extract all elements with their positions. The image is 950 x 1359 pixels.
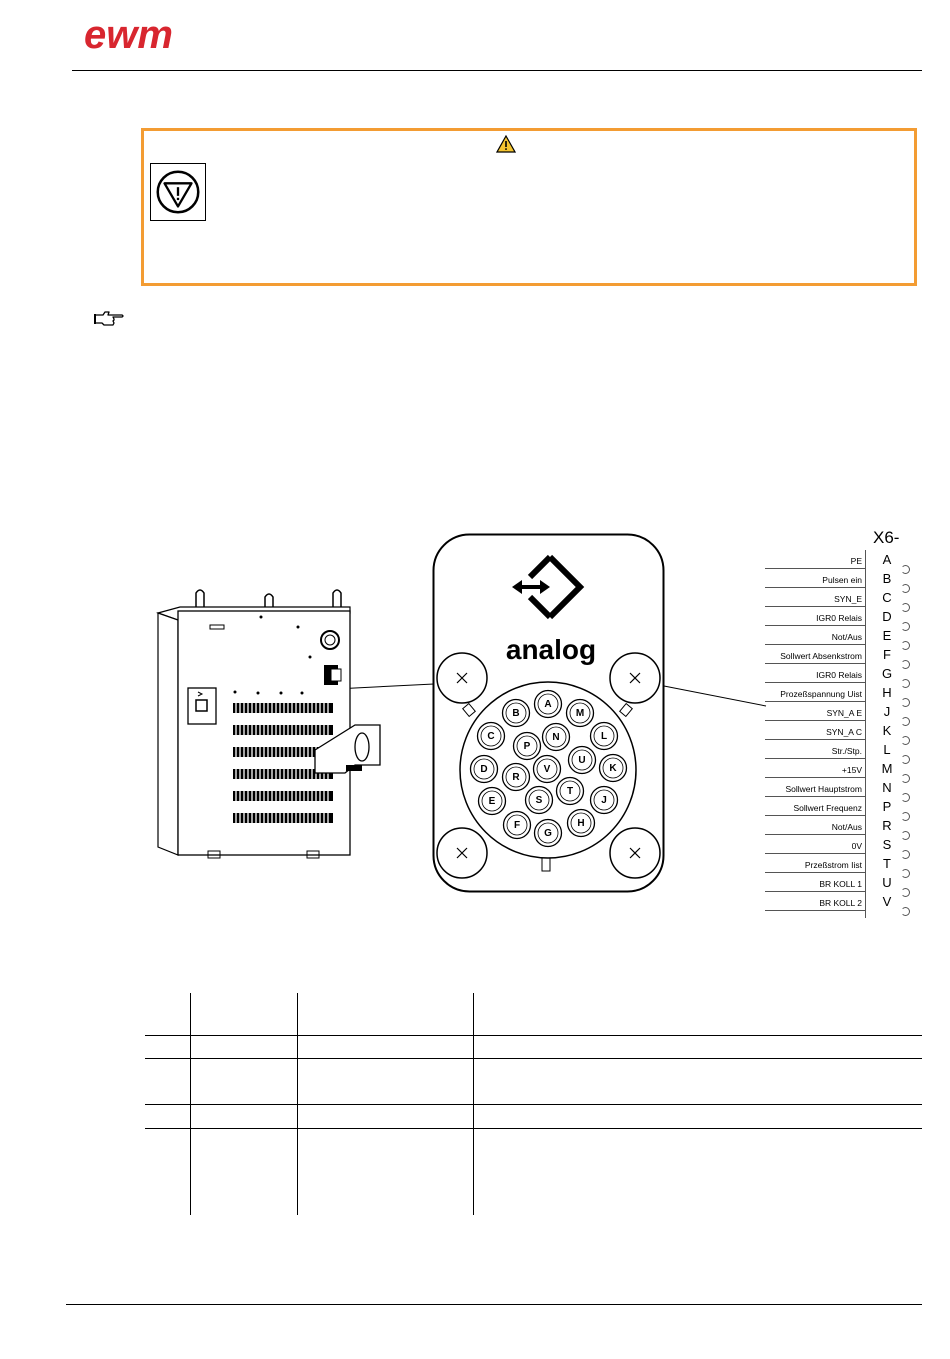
signal-label: Str./Stp. <box>831 746 862 756</box>
socket-pin <box>503 764 530 791</box>
pin-label: T <box>566 786 574 797</box>
pin-label: H <box>577 818 585 829</box>
signal-label: +15V <box>841 765 862 775</box>
pin-table-row <box>765 778 910 797</box>
pin-letter: M <box>881 761 893 776</box>
pin-table-title: X6- <box>873 528 900 547</box>
bottom-table <box>145 993 922 1215</box>
pin-letter: K <box>882 723 892 738</box>
pin-label: F <box>513 820 521 831</box>
pin-letter: L <box>883 742 891 757</box>
pin-label: L <box>600 731 608 742</box>
socket-pin <box>600 755 627 782</box>
pin-table-row <box>765 835 910 854</box>
pin-letter: R <box>882 818 892 833</box>
pin-table-row <box>765 569 910 588</box>
pin-table-row <box>765 873 910 892</box>
pin-label: J <box>601 795 607 806</box>
pin-letter: H <box>882 685 892 700</box>
pin-letter: C <box>882 590 892 605</box>
pin-letter: D <box>882 609 892 624</box>
socket-pin <box>503 700 530 727</box>
pin-table-row <box>765 626 910 645</box>
pin-letter: F <box>883 647 891 662</box>
socket-pin <box>514 733 541 760</box>
pin-label: D <box>480 764 488 775</box>
terminal-icon <box>901 907 910 916</box>
pin-label: A <box>544 699 552 710</box>
pin-letter: E <box>882 628 892 643</box>
pin-table-row <box>765 645 910 664</box>
pin-table-row <box>765 797 910 816</box>
signal-label: Przeßstrom Iist <box>804 860 862 870</box>
pin-label: G <box>544 828 552 839</box>
signal-label: BR KOLL 1 <box>819 879 862 889</box>
signal-label: Prozeßspannung Uist <box>780 689 862 699</box>
header-divider <box>72 70 922 71</box>
pin-label: S <box>535 795 543 806</box>
signal-label: Pulsen ein <box>822 575 862 585</box>
signal-label: Sollwert Absenkstrom <box>780 651 862 661</box>
socket-pin <box>568 810 595 837</box>
leader-line-right <box>660 680 770 710</box>
pin-label: C <box>487 731 495 742</box>
pin-table-row <box>765 854 910 873</box>
stop-sign-icon <box>150 163 206 221</box>
socket-pin <box>504 812 531 839</box>
socket-pin <box>479 788 506 815</box>
pin-table-row <box>765 702 910 721</box>
signal-label: IGR0 Relais <box>816 613 862 623</box>
signal-label: IGR0 Relais <box>816 670 862 680</box>
pin-label: E <box>488 796 496 807</box>
pin-table-row <box>765 550 910 569</box>
signal-label: SYN_A E <box>826 708 862 718</box>
pin-letter: U <box>882 875 892 890</box>
socket-pin <box>478 723 505 750</box>
socket-pin <box>471 756 498 783</box>
socket-pin <box>534 756 561 783</box>
pin-assignment-table <box>765 528 925 918</box>
pin-table-row <box>765 607 910 626</box>
signal-label: BR KOLL 2 <box>819 898 862 908</box>
signal-label: SYN_A C <box>826 727 862 737</box>
pin-letter: P <box>882 799 892 814</box>
pin-table-row <box>765 588 910 607</box>
signal-label: Sollwert Frequenz <box>793 803 862 813</box>
pin-table-row <box>765 664 910 683</box>
pin-letter: B <box>882 571 892 586</box>
socket-pin <box>543 724 570 751</box>
pointing-hand-icon <box>93 309 125 329</box>
analog-label: analog <box>505 634 597 665</box>
logo-text: ewm <box>84 14 173 54</box>
signal-label: Not/Aus <box>831 822 862 832</box>
socket-pin <box>535 820 562 847</box>
pin-letter: N <box>882 780 892 795</box>
pin-label: V <box>543 764 551 775</box>
pin-table-row <box>765 816 910 835</box>
socket-pin <box>557 778 584 805</box>
signal-label: 0V <box>851 841 862 851</box>
signal-label: PE <box>850 556 862 566</box>
socket-pin <box>567 700 594 727</box>
analog-socket-panel <box>432 533 665 893</box>
pin-letter: T <box>883 856 891 871</box>
signal-label: SYN_E <box>834 594 862 604</box>
pin-letter: J <box>883 704 891 719</box>
pin-letter: S <box>882 837 892 852</box>
footer-divider <box>66 1304 922 1305</box>
pin-label: R <box>512 772 520 783</box>
ewm-logo <box>84 14 214 54</box>
signal-label: Not/Aus <box>831 632 862 642</box>
pin-table-row <box>765 683 910 702</box>
pin-label: M <box>575 708 585 719</box>
socket-pin <box>569 747 596 774</box>
socket-pin <box>591 787 618 814</box>
socket-pin <box>591 723 618 750</box>
pin-label: K <box>609 763 617 774</box>
socket-pin <box>526 787 553 814</box>
pin-letter: G <box>881 666 893 681</box>
pin-table-row <box>765 759 910 778</box>
pin-letter: V <box>882 894 892 909</box>
pin-table-row <box>765 740 910 759</box>
pin-label: U <box>578 755 586 766</box>
pin-letter: A <box>882 552 892 567</box>
pin-table-row <box>765 892 910 911</box>
pin-label: B <box>512 708 520 719</box>
socket-pin <box>535 691 562 718</box>
warning-triangle-icon <box>496 135 516 153</box>
device-drawing <box>150 585 385 860</box>
warning-box <box>141 128 917 286</box>
signal-label: Sollwert Hauptstrom <box>785 784 862 794</box>
pin-label: N <box>552 732 560 743</box>
pin-table-row <box>765 721 910 740</box>
pin-label: P <box>523 741 531 752</box>
